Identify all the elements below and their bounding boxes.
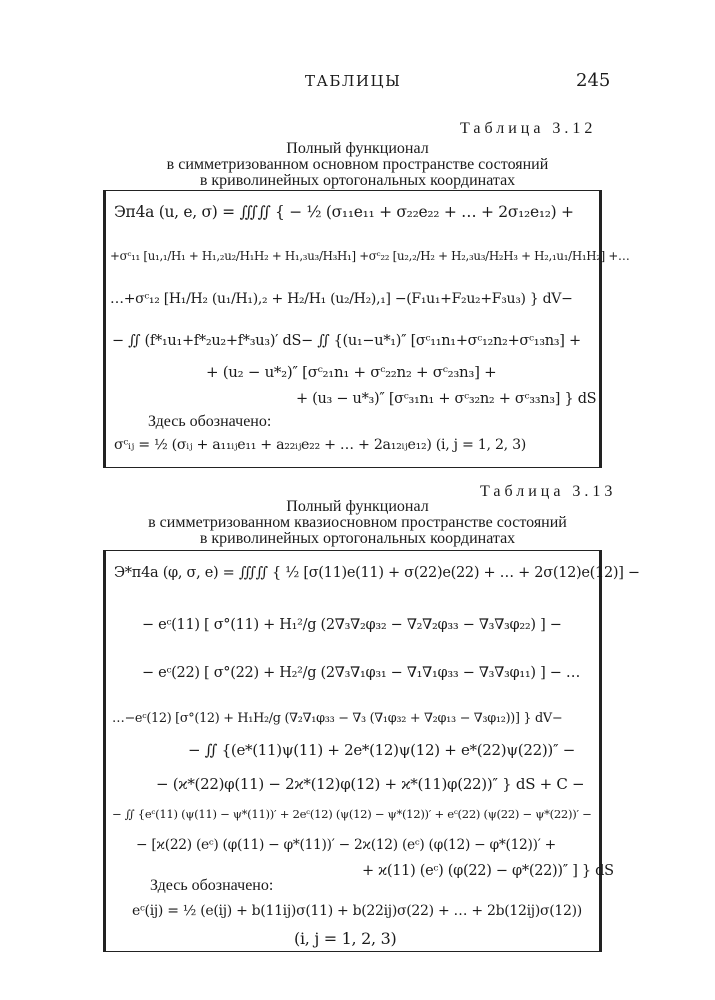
formula-line: − [ϰ(22) (eᶜ) (φ(11) − φ*(11))′ − 2ϰ(12) (eᶜ) (φ(12) − φ*(12))′ + (136, 837, 556, 853)
formula-line: − ∬ {(e*(11)ψ(11) + 2e*(12)ψ(12) + e*(22)ψ(22))″ − (188, 741, 575, 759)
note-formula: σᶜᵢⱼ = ½ (σᵢⱼ + a₁₁ᵢⱼe₁₁ + a₂₂ᵢⱼe₂₂ + … + 2a₁₂ᵢⱼe₁₂) (i, j = 1, 2, 3) (114, 437, 527, 453)
formula-line: + (u₂ − u*₂)″ [σᶜ₂₁n₁ + σᶜ₂₂n₂ + σᶜ₂₃n₃] + (206, 363, 497, 381)
formula-line: + ϰ(11) (eᶜ) (φ(22) − φ*(22))″ ] } dS (362, 863, 614, 879)
table-3-12-caption (0, 141, 715, 189)
caption-line: в криволинейных ортогональных координатах (199, 530, 516, 547)
formula-line: − (ϰ*(22)φ(11) − 2ϰ*(12)φ(12) + ϰ*(11)φ(22))″ } dS + C − (156, 775, 585, 793)
note-formula: eᶜ(ij) = ½ (e(ij) + b(11ij)σ(11) + b(22ij)σ(22) + … + 2b(12ij)σ(12)) (132, 903, 582, 919)
table-3-13-label: Таблица 3.13 (480, 483, 617, 500)
running-header-title: ТАБЛИЦЫ (305, 72, 402, 90)
formula-line: Эп4а (u, e, σ) = ∭∬ { − ½ (σ₁₁e₁₁ + σ₂₂e₂₂ + … + 2σ₁₂e₁₂) + (114, 203, 574, 221)
note-label: Здесь обозначено: (150, 877, 274, 894)
formula-line: +σᶜ₁₁ [u₁,₁/H₁ + H₁,₂u₂/H₁H₂ + H₁,₃u₃/H₃H₁] +σᶜ₂₂ [u₂,₂/H₂ + H₂,₃u₃/H₂H₃ + H₂,₁u₁/H₁H₂] +… (110, 249, 630, 263)
formula-line: − ∬ {eᶜ(11) (ψ(11) − ψ*(11))′ + 2eᶜ(12) (ψ(12) − ψ*(12))′ + eᶜ(22) (ψ(22) − ψ*(22))′ − (112, 807, 592, 821)
table-3-12-label: Таблица 3.12 (460, 120, 597, 137)
caption-line: в симметризованном квазиосновном пространстве состояний (148, 514, 567, 531)
table-3-13-caption (0, 499, 715, 547)
formula-line: Э*п4а (φ, σ, e) = ∭∬ { ½ [σ(11)e(11) + σ(22)e(22) + … + 2σ(12)e(12)] − (114, 565, 640, 581)
caption-line: в симметризованном основном пространстве состояний (166, 156, 549, 173)
note-range: (i, j = 1, 2, 3) (294, 929, 397, 948)
caption-line: Полный функционал (286, 498, 429, 515)
page-number: 245 (576, 70, 611, 91)
table-3-12-box (103, 190, 630, 468)
formula-line: − eᶜ(22) [ σ°(22) + H₂²/g (2∇₃∇₁φ₃₁ − ∇₁∇₁φ₃₃ − ∇₃∇₃φ₁₁) ] − … (142, 665, 581, 681)
formula-line: + (u₃ − u*₃)″ [σᶜ₃₁n₁ + σᶜ₃₂n₂ + σᶜ₃₃n₃] } dS (296, 391, 597, 407)
table-3-13-box (103, 550, 640, 952)
caption-line: Полный функционал (286, 140, 429, 157)
note-label: Здесь обозначено: (148, 413, 272, 430)
formula-line: − eᶜ(11) [ σ°(11) + H₁²/g (2∇₃∇₂φ₃₂ − ∇₂∇₂φ₃₃ − ∇₃∇₃φ₂₂) ] − (142, 617, 562, 633)
formula-line: …+σᶜ₁₂ [H₁/H₂ (u₁/H₁),₂ + H₂/H₁ (u₂/H₂),₁] −(F₁u₁+F₂u₂+F₃u₃) } dV− (110, 291, 573, 307)
formula-line: − ∬ (f*₁u₁+f*₂u₂+f*₃u₃)′ dS− ∬ {(u₁−u*₁)″ [σᶜ₁₁n₁+σᶜ₁₂n₂+σᶜ₁₃n₃] + (112, 333, 581, 349)
formula-line: …−eᶜ(12) [σ°(12) + H₁H₂/g (∇₂∇₁φ₃₃ − ∇₃ (∇₁φ₃₂ + ∇₂φ₁₃ − ∇₃φ₁₂))] } dV− (112, 711, 563, 726)
caption-line: в криволинейных ортогональных координатах (199, 172, 516, 189)
